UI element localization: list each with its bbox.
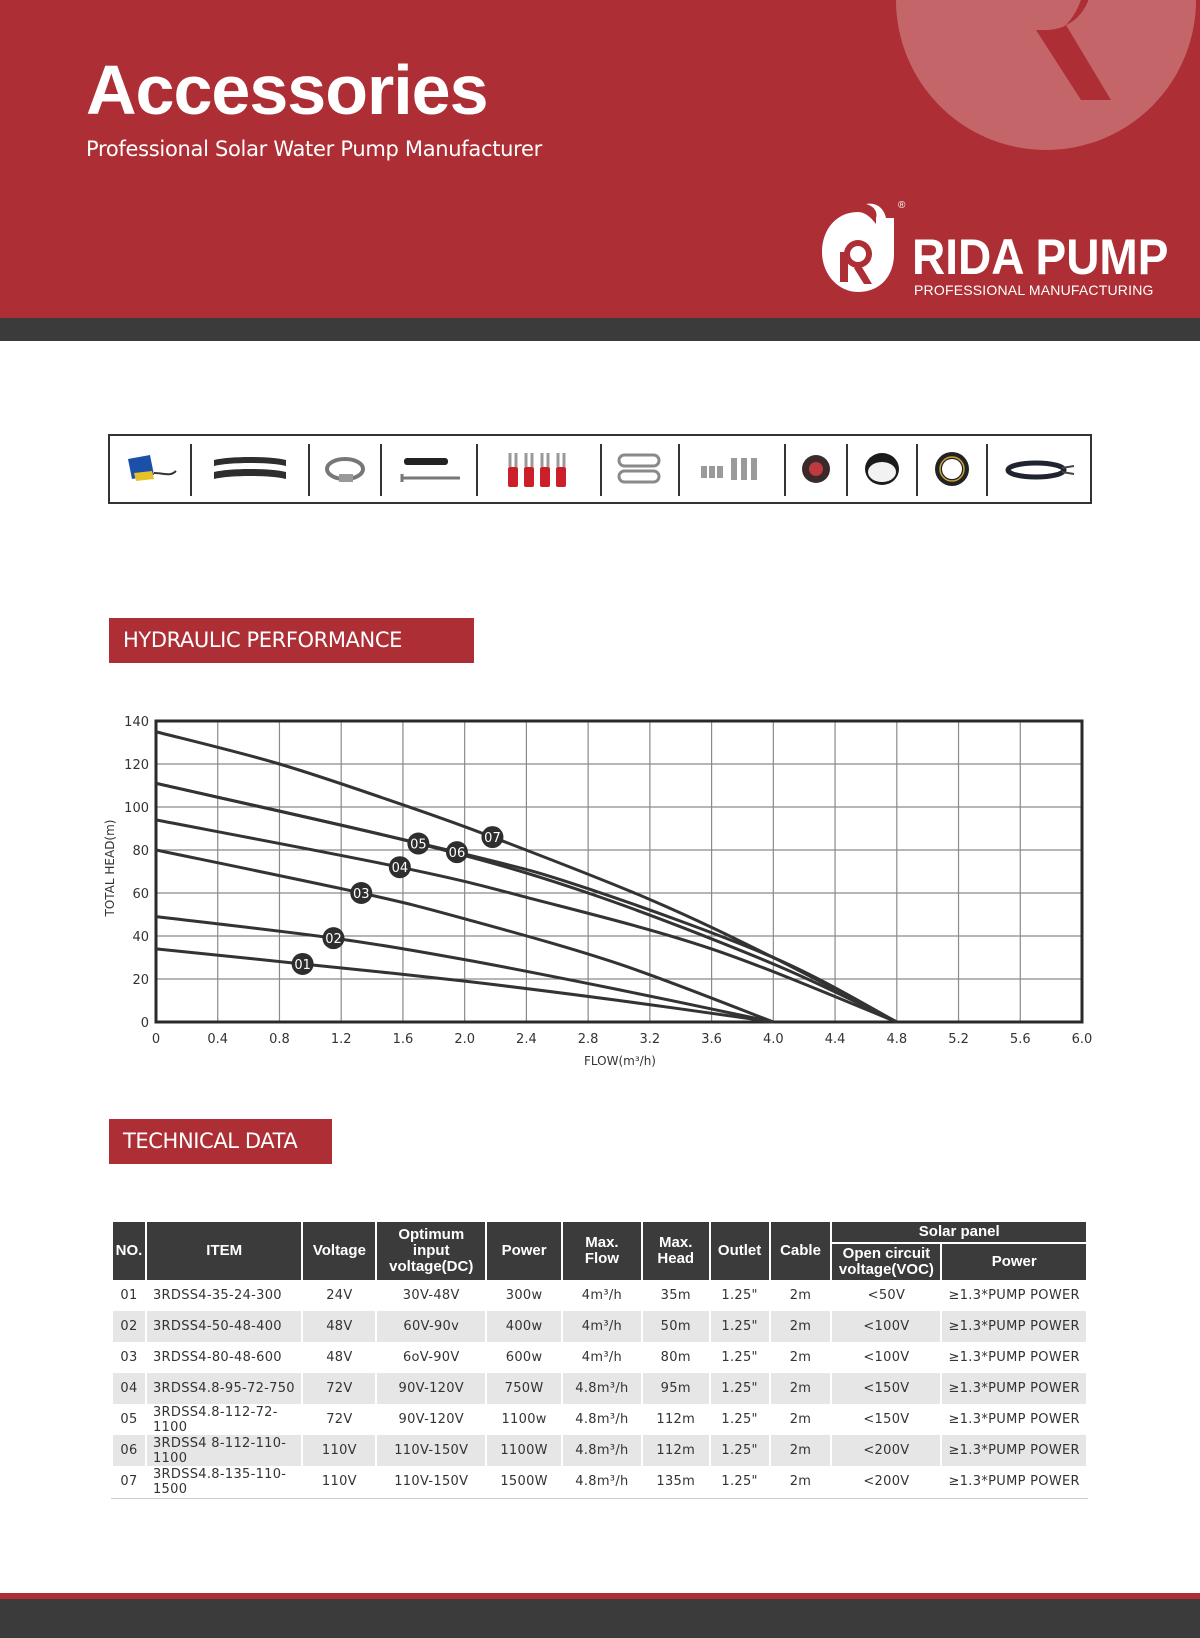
cable-tool-icon [384,444,474,494]
col-header-voc [832,1242,940,1280]
cell-outlet: 1.25" [721,1350,758,1365]
x-tick-label: 1.2 [330,1032,352,1047]
cell-max-head: 135m [656,1474,696,1489]
optimum-line-2: voltage(DC) [389,1258,474,1275]
section-label-tech-data: TECHNICAL DATA [109,1119,332,1164]
cell-optimum-voltage: 6oV-90V [402,1350,460,1365]
cell-power: 1500W [500,1474,548,1489]
table-row [113,1311,1086,1342]
cell-cable: 2m [789,1288,812,1303]
cell-voltage: 110V [303,1435,375,1466]
cell-no: 07 [120,1474,138,1489]
x-tick-label: 4.0 [762,1032,784,1047]
brand-tagline: PROFESSIONAL MANUFACTURING [914,282,1154,298]
footer-bar [0,1599,1200,1638]
divider [678,444,680,496]
cell-voc: <100V [863,1350,910,1365]
divider [600,444,602,496]
cell-item: 3RDSS4-50-48-400 [147,1311,301,1342]
float-switch-icon [114,444,190,494]
series-label-02: 02 [325,932,342,948]
x-tick-label: 6.0 [1071,1032,1093,1047]
page-subtitle: Professional Solar Water Pump Manufacturer [86,137,542,161]
cell-cable: 2m [789,1412,812,1427]
cell-optimum-voltage: 90V-120V [377,1373,485,1404]
cell-max-flow: 4.8m³/h [575,1474,629,1489]
y-tick-label: 40 [132,930,149,945]
divider [190,444,192,496]
cell-cable: 2m [789,1474,812,1489]
cell-no: 01 [120,1288,138,1303]
x-tick-label: 4.4 [824,1032,846,1047]
y-tick-label: 120 [124,758,149,773]
x-tick-label: 0 [151,1032,161,1047]
cell-voc: <100V [832,1311,940,1342]
cell-max-flow: 4m³/h [563,1311,641,1342]
cell-max-flow: 4m³/h [581,1288,623,1303]
cell-item: 3RDSS4.8-112-72-1100 [152,1404,278,1435]
cell-item: 3RDSS4 8-112-110-1100 [147,1435,301,1466]
x-tick-label: 1.6 [392,1032,414,1047]
y-tick-label: 100 [124,801,149,816]
cell-cable: 2m [771,1311,831,1342]
col-header-max-head [643,1222,709,1280]
series-label-04: 04 [391,861,409,877]
technical-data-table [111,1222,1088,1497]
cell-cable: 2m [771,1435,831,1466]
cell-power: 1100W [487,1435,561,1466]
col-header-optimum-voltage [377,1222,485,1280]
optimum-line-1: Optimum input [398,1226,465,1259]
divider [846,444,848,496]
table-row [113,1404,1086,1435]
cell-power: 750W [487,1373,561,1404]
cell-voc: <150V [863,1412,910,1427]
series-label-06: 06 [448,846,466,862]
cell-optimum-voltage: 90V-120V [398,1412,464,1427]
safety-hooks-icon [604,444,674,494]
table-row [113,1280,1086,1311]
cell-solar-power: ≥1.3*PUMP POWER [942,1435,1086,1466]
table-bottom-rule [111,1498,1088,1499]
x-tick-label: 4.8 [886,1032,908,1047]
col-header-item: ITEM [147,1222,301,1280]
cell-no: 03 [120,1350,138,1365]
cell-cable: 2m [771,1373,831,1404]
cell-max-flow: 4.8m³/h [563,1373,641,1404]
y-tick-label: 20 [132,973,149,988]
ptfe-tape-icon [850,444,914,494]
table-row [113,1342,1086,1373]
divider [308,444,310,496]
col-header-max-flow [563,1222,641,1280]
cell-power: 1100w [501,1412,547,1427]
cell-optimum-voltage: 60V-90v [377,1311,485,1342]
x-tick-label: 3.2 [639,1032,661,1047]
insulation-tape-icon [920,444,984,494]
voc-line-2: voltage(VOC) [838,1261,934,1278]
cell-max-head: 95m [643,1373,709,1404]
cell-solar-power: ≥1.3*PUMP POWER [948,1412,1080,1427]
x-tick-label: 2.8 [577,1032,599,1047]
divider [476,444,478,496]
header-divider [0,318,1200,341]
chart-x-axis-label: FLOW(m³/h) [584,1054,656,1068]
rubber-ring-icon [788,444,844,494]
cell-voc: <200V [863,1474,910,1489]
col-header-no: NO. [113,1222,145,1280]
y-tick-label: 0 [140,1016,149,1031]
cell-max-head: 112m [656,1412,696,1427]
col-header-outlet: Outlet [711,1222,769,1280]
max-head-line-1: Max. [659,1234,693,1251]
cell-power: 300w [505,1288,543,1303]
x-tick-label: 2.4 [516,1032,537,1047]
cell-voc: <50V [867,1288,906,1303]
cell-voltage: 48V [326,1350,353,1365]
cell-no: 06 [113,1435,145,1466]
cell-no: 05 [120,1412,138,1427]
cell-max-head: 35m [660,1288,691,1303]
page-title: Accessories [86,51,488,129]
table-row [113,1435,1086,1466]
x-tick-label: 0.4 [207,1032,229,1047]
cell-solar-power: ≥1.3*PUMP POWER [942,1311,1086,1342]
x-tick-label: 5.6 [1009,1032,1031,1047]
registered-mark: ® [898,200,906,211]
cell-power: 400w [487,1311,561,1342]
cell-outlet: 1.25" [711,1311,769,1342]
voc-line-1: Open circuit [842,1245,931,1262]
brand-watermark-icon [896,0,1196,150]
cell-voltage: 72V [326,1412,353,1427]
cell-outlet: 1.25" [711,1373,769,1404]
chart-frame [156,721,1082,1022]
hose-clamp-icon [312,444,378,494]
cell-voltage: 48V [303,1311,375,1342]
x-tick-label: 5.2 [948,1032,969,1047]
y-tick-label: 60 [132,887,149,902]
cell-solar-power: ≥1.3*PUMP POWER [948,1474,1080,1489]
cell-solar-power: ≥1.3*PUMP POWER [948,1288,1080,1303]
col-header-solar-panel: Solar panel [832,1222,1086,1242]
accessories-strip [108,434,1092,504]
divider [916,444,918,496]
brand-name: RIDA PUMP [912,229,1169,285]
cell-item: 3RDSS4.8-135-110-1500 [152,1466,287,1497]
cell-max-flow: 4.8m³/h [575,1412,629,1427]
col-header-power: Power [487,1222,561,1280]
cell-outlet: 1.25" [721,1474,758,1489]
cell-voltage: 110V [321,1474,357,1489]
cell-voc: <150V [832,1373,940,1404]
cell-max-head: 80m [660,1350,691,1365]
chart-y-axis-label: TOTAL HEAD(m) [103,819,117,917]
y-tick-label: 80 [132,844,149,859]
cell-voltage: 72V [303,1373,375,1404]
cell-no: 04 [113,1373,145,1404]
cell-outlet: 1.25" [721,1412,758,1427]
cell-max-flow: 4m³/h [581,1350,623,1365]
cell-item: 3RDSS4-80-48-600 [152,1350,282,1365]
cell-optimum-voltage: 30V-48V [402,1288,460,1303]
series-label-01: 01 [294,957,311,973]
cell-item: 3RDSS4-35-24-300 [152,1288,282,1303]
performance-chart-svg [100,706,1110,1076]
section-label-curves: HYDRAULIC PERFORMANCE CURVES [109,618,474,663]
cell-max-head: 50m [643,1311,709,1342]
brand-logo [818,200,1169,300]
cell-item: 3RDSS4.8-95-72-750 [147,1373,301,1404]
max-flow-line-1: Max. [585,1234,619,1251]
col-header-cable: Cable [771,1222,831,1280]
cell-outlet: 1.25" [711,1435,769,1466]
terminal-connectors-icon [480,444,600,494]
x-tick-label: 3.6 [701,1032,722,1047]
series-label-07: 07 [484,831,501,847]
cell-cable: 2m [789,1350,812,1365]
cell-outlet: 1.25" [721,1288,758,1303]
x-tick-label: 2.0 [454,1032,476,1047]
table-row [113,1373,1086,1404]
cell-voc: <200V [832,1435,940,1466]
max-flow-line-2: Flow [584,1250,619,1267]
power-cable-icon [990,444,1090,494]
table-row [113,1466,1086,1497]
divider [784,444,786,496]
cell-voltage: 24V [326,1288,353,1303]
rida-logo-icon [818,200,898,295]
x-tick-label: 0.8 [269,1032,290,1047]
series-label-05: 05 [410,837,427,853]
heat-shrink-tube-icon [194,444,306,494]
bolts-icon [682,444,782,494]
cell-no: 02 [113,1311,145,1342]
cell-optimum-voltage: 110V-150V [394,1474,469,1489]
cell-solar-power: ≥1.3*PUMP POWER [942,1373,1086,1404]
divider [380,444,382,496]
cell-solar-power: ≥1.3*PUMP POWER [948,1350,1080,1365]
cell-power: 600w [505,1350,543,1365]
cell-max-head: 112m [643,1435,709,1466]
cell-max-flow: 4.8m³/h [563,1435,641,1466]
col-header-voltage: Voltage [303,1222,375,1280]
cell-optimum-voltage: 110V-150V [377,1435,485,1466]
performance-chart [100,706,1110,1076]
series-label-03: 03 [352,887,370,902]
col-header-solar-power: Power [942,1242,1086,1280]
max-head-line-2: Head [657,1250,695,1267]
y-tick-label: 140 [124,715,149,730]
divider [986,444,988,496]
header-banner [0,0,1200,318]
